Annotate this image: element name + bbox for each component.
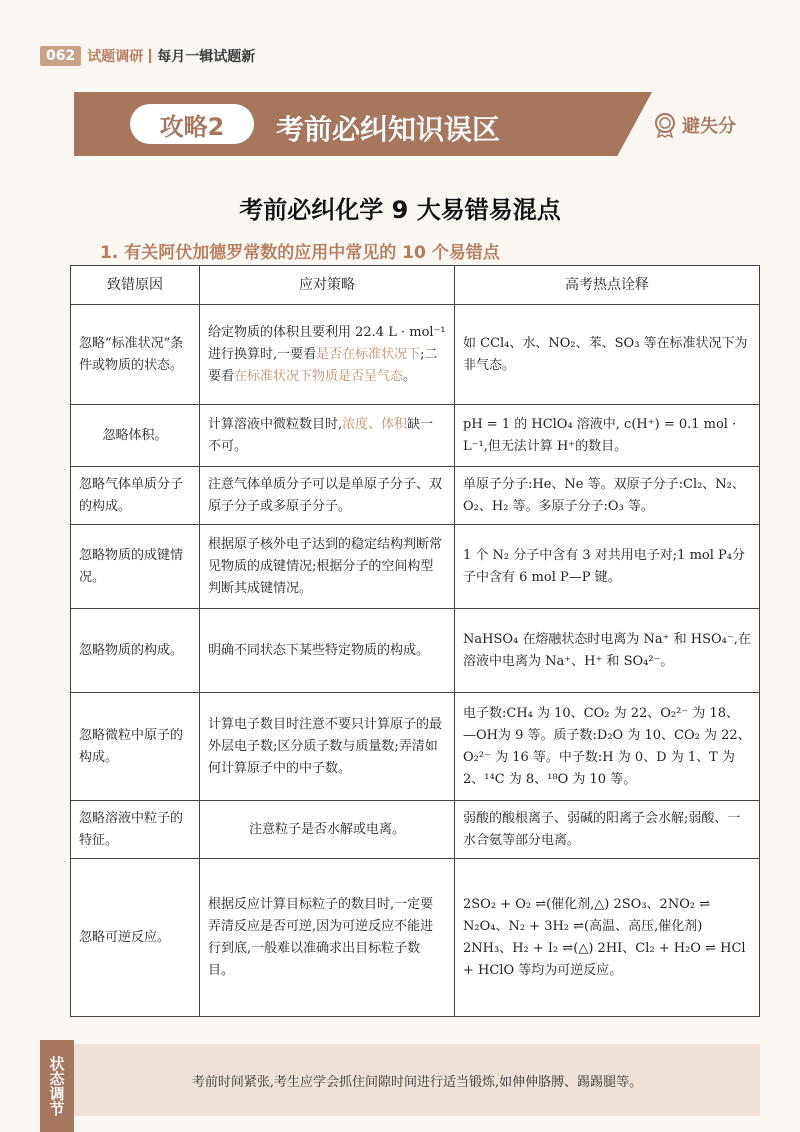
table-row bbox=[71, 405, 760, 467]
column-header: 应对策略 bbox=[200, 266, 455, 305]
strategy-cell: 注意气体单质分子可以是单原子分子、双原子分子或多原子分子。 bbox=[200, 467, 455, 525]
page-number: 062 bbox=[40, 46, 81, 66]
cause-cell: 忽略物质的成键情况。 bbox=[71, 525, 200, 609]
cause-cell: 忽略“标准状况”条件或物质的状态。 bbox=[71, 305, 200, 405]
table-row bbox=[71, 801, 760, 859]
medal-icon bbox=[652, 112, 678, 138]
cause-cell: 忽略可逆反应。 bbox=[71, 859, 200, 1017]
table-row bbox=[71, 305, 760, 405]
cause-cell: 忽略气体单质分子的构成。 bbox=[71, 467, 200, 525]
header-divider bbox=[149, 49, 151, 63]
sidebar-label: 状态调节 bbox=[40, 1040, 74, 1132]
table-row bbox=[71, 525, 760, 609]
strategy-cell: 根据反应计算目标粒子的数目时,一定要弄清反应是否可逆,因为可逆反应不能进行到底,一般难以准确求出目标粒子数目。 bbox=[200, 859, 455, 1017]
tip-text: 考前时间紧张,考生应学会抓住间隙时间进行适当锻炼,如伸伸胳膊、踢踢腿等。 bbox=[191, 1074, 643, 1090]
badge-label: 避失分 bbox=[682, 116, 736, 137]
cause-cell: 忽略溶液中粒子的特征。 bbox=[71, 801, 200, 859]
example-cell: 单原子分子:He、Ne 等。双原子分子:Cl₂、N₂、O₂、H₂ 等。多原子分子:O₃ 等。 bbox=[455, 467, 760, 525]
table-row bbox=[71, 693, 760, 801]
table-header-row bbox=[71, 266, 760, 305]
section-label: 试题调研 bbox=[87, 49, 144, 65]
strategy-cell: 计算电子数目时注意不要只计算原子的最外层电子数;区分质子数与质量数;弄清如何计算原子中的中子数。 bbox=[200, 693, 455, 801]
example-cell: 1 个 N₂ 分子中含有 3 对共用电子对;1 mol P₄分子中含有 6 mol P—P 键。 bbox=[455, 525, 760, 609]
main-title: 考前必纠化学 9 大易错易混点 bbox=[239, 196, 561, 224]
strategy-highlight: 浓度、体积 bbox=[342, 416, 408, 432]
strategy-cell bbox=[200, 305, 455, 405]
strategy-text: 计算溶液中微粒数目时, bbox=[208, 416, 343, 432]
cause-cell: 忽略物质的构成。 bbox=[71, 609, 200, 693]
strategy-text: 。 bbox=[403, 368, 417, 384]
strategy-cell: 明确不同状态下某些特定物质的构成。 bbox=[200, 609, 455, 693]
strategy-cell: 注意粒子是否水解或电离。 bbox=[200, 801, 455, 859]
strategy-text: 给定物质的体积且要利用 22.4 L · mol⁻¹进行换算时,一要看 bbox=[208, 324, 446, 362]
error-table bbox=[70, 265, 760, 1017]
example-cell: 弱酸的酸根离子、弱碱的阳离子会水解;弱酸、一水合氨等部分电离。 bbox=[455, 801, 760, 859]
column-header: 致错原因 bbox=[71, 266, 200, 305]
table-row bbox=[71, 859, 760, 1017]
banner-tag: 攻略2 bbox=[130, 104, 254, 144]
example-cell: pH = 1 的 HClO₄ 溶液中, c(H⁺) = 0.1 mol · L⁻¹,但无法计算 H⁺的数目。 bbox=[455, 405, 760, 467]
strategy-text: 缺一不可。 bbox=[208, 416, 434, 454]
example-cell: NaHSO₄ 在熔融状态时电离为 Na⁺ 和 HSO₄⁻,在溶液中电离为 Na⁺、H⁺ 和 SO₄²⁻。 bbox=[455, 609, 760, 693]
column-header: 高考热点诠释 bbox=[455, 266, 760, 305]
tip-box bbox=[74, 1044, 760, 1116]
strategy-highlight: 在标准状况下物质是否呈气态 bbox=[234, 368, 404, 384]
strategy-cell bbox=[200, 405, 455, 467]
header-subtitle: 每月一辑试题新 bbox=[157, 49, 256, 65]
example-cell: 2SO₂ + O₂ ⇌(催化剂,△) 2SO₃、2NO₂ ⇌ N₂O₄、N₂ + 3H₂ ⇌(高温、高压,催化剂) 2NH₃、H₂ + I₂ ⇌(△) 2HI、Cl₂ + H₂O ⇌ HCl + HClO 等均为可逆反应。 bbox=[455, 859, 760, 1017]
page-header bbox=[40, 44, 255, 68]
banner-title: 考前必纠知识误区 bbox=[276, 113, 501, 146]
section-title: 1. 有关阿伏加德罗常数的应用中常见的 10 个易错点 bbox=[100, 243, 500, 263]
strategy-text: ;二要看 bbox=[208, 346, 438, 384]
cause-cell: 忽略微粒中原子的构成。 bbox=[71, 693, 200, 801]
strategy-cell: 根据原子核外电子达到的稳定结构判断常见物质的成键情况;根据分子的空间构型判断其成键情况。 bbox=[200, 525, 455, 609]
cause-cell: 忽略体积。 bbox=[71, 405, 200, 467]
banner-badge bbox=[652, 112, 736, 138]
example-cell: 如 CCl₄、水、NO₂、苯、SO₃ 等在标准状况下为非气态。 bbox=[455, 305, 760, 405]
table-row bbox=[71, 467, 760, 525]
table-row bbox=[71, 609, 760, 693]
example-cell: 电子数:CH₄ 为 10、CO₂ 为 22、O₂²⁻ 为 18、—OH为 9 等。质子数:D₂O 为 10、CO₂ 为 22、O₂²⁻ 为 16 等。中子数:H 为 0、D 为 1、T 为 2、¹⁴C 为 8、¹⁸O 为 10 等。 bbox=[455, 693, 760, 801]
strategy-highlight: 是否在标准状况下 bbox=[316, 346, 421, 362]
